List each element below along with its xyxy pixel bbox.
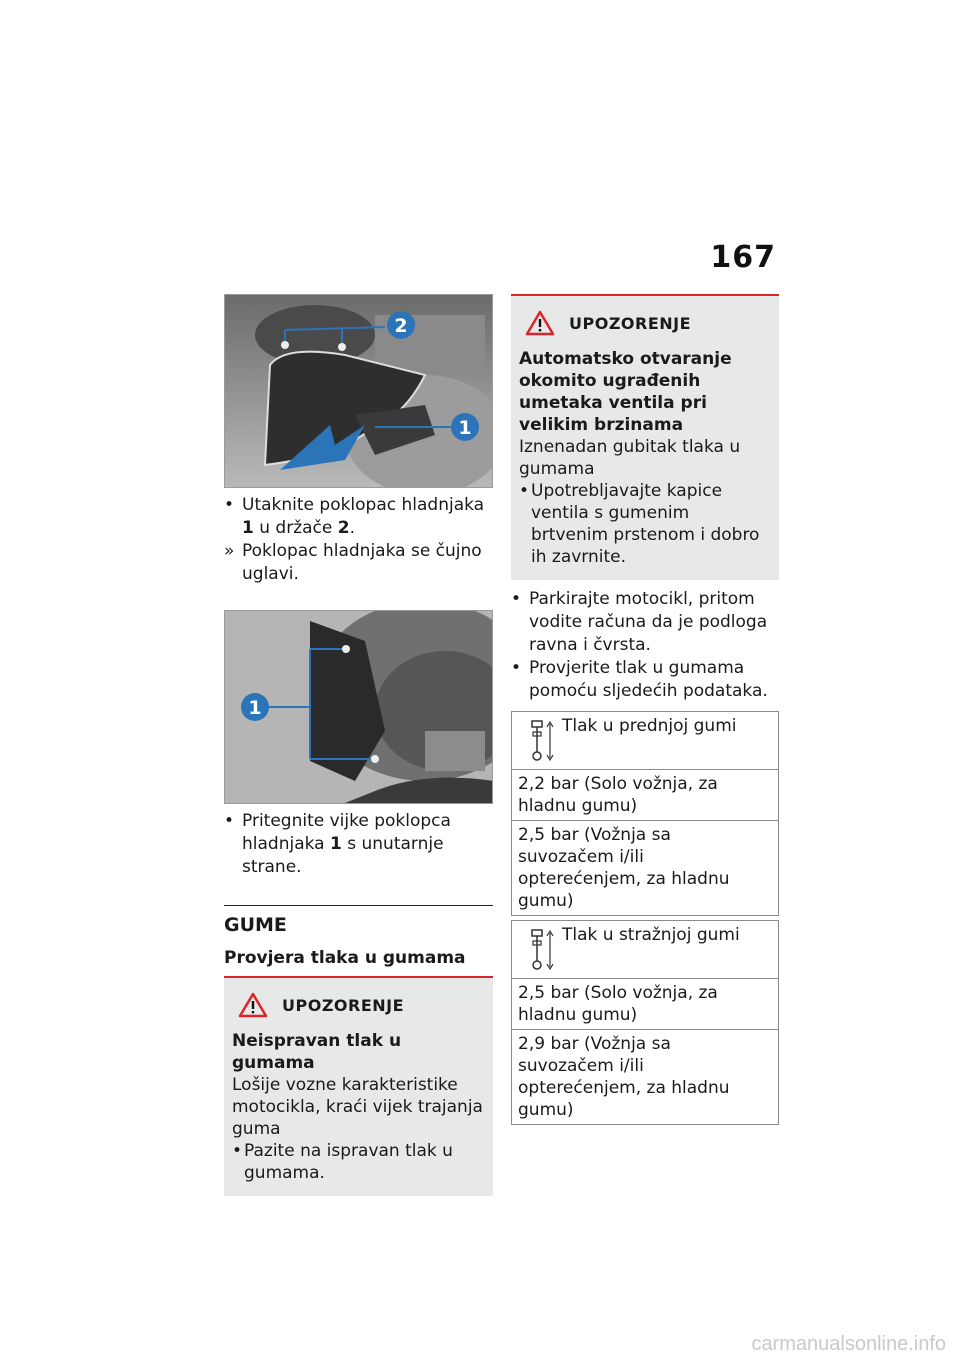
tire-gauge-icon [524, 927, 558, 973]
page-number: 167 [710, 240, 776, 275]
warning-box-valve [511, 294, 779, 580]
warning-effect: Lošije vozne karakteristike motocikla, kraći vijek trajanja guma [232, 1075, 483, 1139]
bullet-marker: • [224, 811, 235, 831]
bullet-marker: • [519, 481, 530, 501]
radiator-screws-photo [224, 610, 493, 804]
warning-cause: Automatsko otvaranje okomito ugrađenih umetaka ventila pri velikim brzinama [519, 349, 732, 435]
svg-text:1: 1 [248, 697, 262, 719]
warning-effect: Iznenadan gubitak tlaka u gumama [519, 437, 741, 479]
table-header: Tlak u prednjoj gumi [562, 716, 737, 736]
warning-measure: • Upotrebljavajte kapice ventila s gumenim brtvenim prstenom i dobro ih zavrnite. [519, 481, 760, 567]
right-column [511, 294, 779, 1125]
svg-text:1: 1 [458, 417, 472, 439]
warning-title: UPOZORENJE [282, 995, 405, 1015]
tire-gauge-icon [524, 718, 558, 764]
bullet-marker: • [511, 589, 522, 609]
warning-box-pressure [224, 976, 493, 1196]
warning-measure: • Pazite na ispravan tlak u gumama. [232, 1141, 453, 1183]
section-title: GUME [224, 905, 493, 936]
warning-triangle-icon [525, 310, 555, 336]
table-row: 2,5 bar (Solo vožnja, za hladnu gumu) [512, 979, 778, 1030]
bullet-marker: • [232, 1141, 243, 1161]
result-marker: » [224, 541, 235, 561]
bullet-marker: • [224, 495, 235, 515]
bullet-marker: • [511, 658, 522, 678]
step-tighten-screws: • Pritegnite vijke poklopca hladnjaka 1 s unutarnje strane. [224, 811, 451, 877]
rear-tire-pressure-table [511, 920, 779, 1125]
table-row: 2,2 bar (Solo vožnja, za hladnu gumu) [512, 770, 778, 821]
step-result: » Poklopac hladnjaka se čujno uglavi. [224, 541, 482, 584]
table-row: 2,9 bar (Vožnja sa suvozačem i/ili opterećenjem, za hladnu gumu) [518, 1034, 730, 1120]
front-tire-pressure-table [511, 711, 779, 916]
left-column [224, 294, 493, 1196]
watermark-footer: carmanualsonline.info [751, 1333, 946, 1355]
radiator-cover-photo [224, 294, 493, 488]
table-header: Tlak u stražnjoj gumi [562, 925, 740, 945]
step-check-pressure: • Provjerite tlak u gumama pomoću sljedećih podataka. [511, 658, 768, 701]
table-row: 2,5 bar (Vožnja sa suvozačem i/ili opterećenjem, za hladnu gumu) [518, 825, 730, 911]
svg-text:2: 2 [394, 315, 408, 337]
step-park: • Parkirajte motocikl, pritom vodite računa da je podloga ravna i čvrsta. [511, 589, 768, 655]
warning-cause: Neispravan tlak u gumama [232, 1031, 402, 1073]
warning-title: UPOZORENJE [569, 313, 692, 333]
warning-triangle-icon [238, 992, 268, 1018]
step-insert-cover: • Utaknite poklopac hladnjaka 1 u držače 2. [224, 495, 485, 538]
subsection-title: Provjera tlaka u gumama [224, 948, 466, 968]
